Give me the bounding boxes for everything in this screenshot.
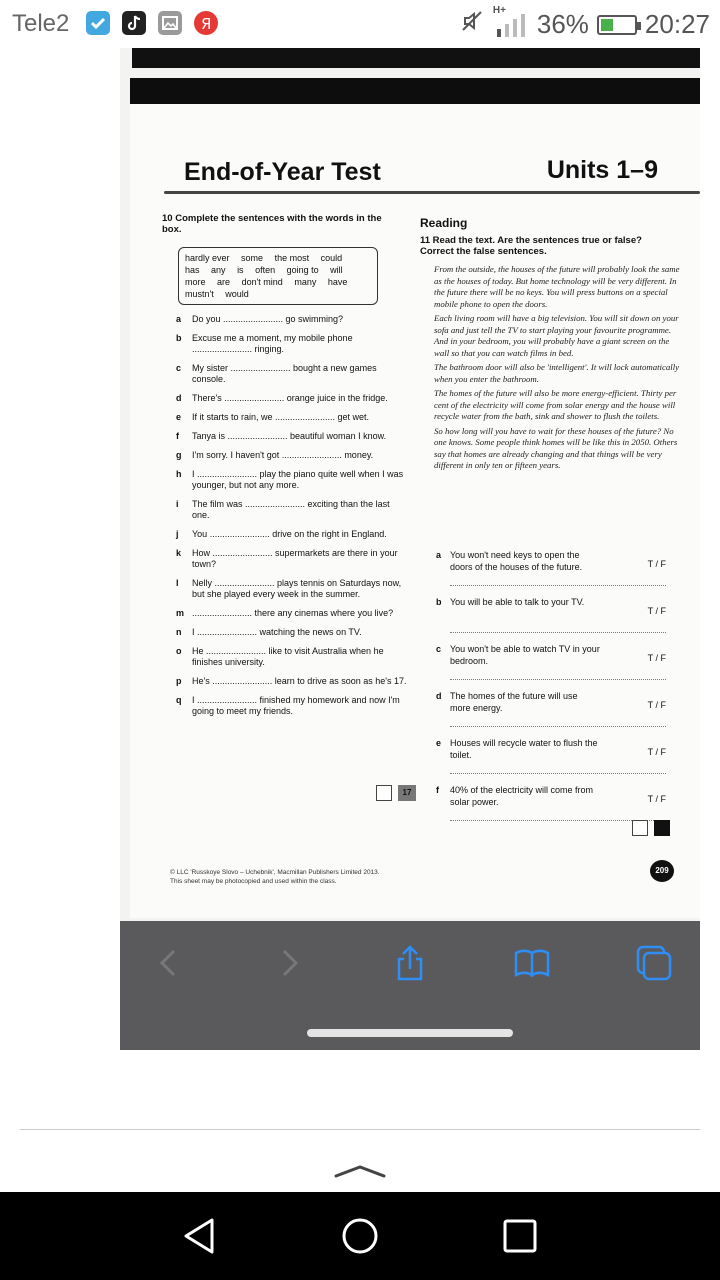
exercise-item xyxy=(176,529,408,540)
box-word: are xyxy=(217,277,231,287)
carrier-name: Tele2 xyxy=(12,10,70,37)
item-text: I ........................ finished my homework and now I'm going to meet my friends. xyxy=(192,695,400,716)
true-false-item xyxy=(436,690,666,737)
answer-line xyxy=(450,726,666,727)
statement-text: 40% of the electricity will come from solar power. xyxy=(450,785,594,807)
box-word: more xyxy=(185,277,206,287)
true-false-choice: T / F xyxy=(647,794,666,804)
box-word: mustn't xyxy=(185,289,214,299)
true-false-item xyxy=(436,643,666,690)
chevron-up-icon[interactable] xyxy=(332,1162,388,1180)
yandex-icon xyxy=(194,11,218,35)
box-word: don't mind xyxy=(241,277,283,287)
exercise-10-score xyxy=(376,785,416,801)
worksheet-page xyxy=(130,78,700,918)
battery-fill xyxy=(601,19,613,31)
item-letter: l xyxy=(176,578,179,588)
units-label: Units 1–9 xyxy=(546,156,658,184)
item-text: He's ........................ learn to drive as soon as he's 17. xyxy=(192,676,407,686)
forward-icon[interactable] xyxy=(268,943,308,983)
bookmarks-icon[interactable] xyxy=(512,943,552,983)
reading-paragraph: The homes of the future will also be more energy-efficient. Thirty per cent of the electricity will come from solar energy and the house will recycle water from the bath, sink and shower to flush the toilets. xyxy=(434,388,677,421)
network-type-label: H+ xyxy=(492,4,506,16)
true-false-choice: T / F xyxy=(647,700,666,710)
answer-line xyxy=(450,679,666,680)
item-letter: m xyxy=(176,608,185,618)
item-letter: b xyxy=(176,333,182,343)
box-word: some xyxy=(241,253,264,263)
battery-icon xyxy=(597,15,637,35)
item-text: I ........................ watching the news on TV. xyxy=(192,627,362,637)
statement-letter: e xyxy=(436,738,442,748)
item-letter: i xyxy=(176,499,179,509)
item-text: I ........................ play the piano quite well when I was younger, but not any more. xyxy=(192,469,404,490)
box-word: is xyxy=(237,265,244,275)
statement-letter: d xyxy=(436,691,442,701)
item-letter: d xyxy=(176,393,182,403)
item-text: How ........................ supermarkets are there in your town? xyxy=(192,548,398,569)
item-letter: o xyxy=(176,646,182,656)
exercise-10-instruction: 10 Complete the sentences with the words in the box. xyxy=(162,213,382,235)
item-text: He ........................ like to visit Australia when he finishes university. xyxy=(192,646,384,667)
item-letter: n xyxy=(176,627,182,637)
true-false-items xyxy=(436,549,666,831)
statement-letter: f xyxy=(436,785,439,795)
item-text: You ........................ drive on the right in England. xyxy=(192,529,387,539)
statement-text: The homes of the future will use more energy. xyxy=(450,691,578,713)
exercise-item xyxy=(176,412,408,423)
worksheet-photo xyxy=(120,48,700,1050)
statement-letter: c xyxy=(436,644,442,654)
tabs-icon[interactable] xyxy=(634,943,674,983)
reading-heading: Reading xyxy=(420,216,468,230)
browser-toolbar xyxy=(120,921,700,1050)
test-title: End-of-Year Test xyxy=(184,158,381,186)
copyright-line-2: This sheet may be photocopied and used within the class. xyxy=(170,878,337,885)
true-false-choice: T / F xyxy=(647,606,666,616)
box-word: any xyxy=(211,265,226,275)
exercise-item xyxy=(176,627,408,638)
statement-text: You will be able to talk to your TV. xyxy=(450,597,585,607)
box-word: could xyxy=(320,253,343,263)
item-letter: q xyxy=(176,695,182,705)
exercise-item xyxy=(176,431,408,442)
item-text: Tanya is ........................ beautiful woman I know. xyxy=(192,431,387,441)
item-letter: g xyxy=(176,450,182,460)
copyright-line-1: © LLC 'Russkoye Slovo – Uchebnik', Macmillan Publishers Limited 2013. xyxy=(170,869,380,876)
exercise-item xyxy=(176,469,408,491)
header-strip xyxy=(130,78,700,104)
box-word: the most xyxy=(274,253,310,263)
navigation-bar xyxy=(0,1192,720,1280)
box-word: hardly ever xyxy=(185,253,230,263)
svg-text:Я: Я xyxy=(201,15,212,33)
exercise-11-instruction: 11 Read the text. Are the sentences true or false? Correct the false sentences. xyxy=(420,235,642,257)
exercise-item xyxy=(176,314,408,325)
item-letter: p xyxy=(176,676,182,686)
score-box xyxy=(376,785,392,801)
statement-letter: b xyxy=(436,597,442,607)
score-box xyxy=(632,820,648,836)
box-word: will xyxy=(330,265,343,275)
exercise-item xyxy=(176,608,408,619)
black-strip xyxy=(132,48,700,68)
item-letter: a xyxy=(176,314,182,324)
box-word: have xyxy=(327,277,348,287)
exercise-item xyxy=(176,333,408,355)
score-total: 17 xyxy=(398,785,416,801)
status-right xyxy=(459,4,710,41)
reading-paragraph: From the outside, the houses of the future will probably look the same as the houses of today. But home technology will be very different. In the future there will be no keys. You will press buttons on a special mobile phone to open the doors. xyxy=(434,264,680,309)
item-text: Do you ........................ go swimming? xyxy=(192,314,344,324)
true-false-item xyxy=(436,549,666,596)
box-word: many xyxy=(294,277,317,287)
box-word: would xyxy=(225,289,249,299)
score-total-box xyxy=(654,820,670,836)
item-letter: j xyxy=(176,529,179,539)
statement-letter: a xyxy=(436,550,442,560)
item-text: There's ........................ orange juice in the fridge. xyxy=(192,393,388,403)
true-false-item xyxy=(436,596,666,643)
true-false-choice: T / F xyxy=(647,559,666,569)
status-bar xyxy=(0,0,720,48)
answer-line xyxy=(450,632,666,633)
item-letter: k xyxy=(176,548,182,558)
recents-square-icon[interactable] xyxy=(496,1212,544,1260)
item-letter: h xyxy=(176,469,182,479)
true-false-item xyxy=(436,737,666,784)
box-word: has xyxy=(185,265,200,275)
back-icon[interactable] xyxy=(150,943,190,983)
statement-text: You won't be able to watch TV in your bedroom. xyxy=(450,644,600,666)
mute-icon xyxy=(459,8,485,41)
item-letter: e xyxy=(176,412,182,422)
item-text: If it starts to rain, we ........................ get wet. xyxy=(192,412,370,422)
exercise-item xyxy=(176,363,408,385)
back-triangle-icon[interactable] xyxy=(176,1212,224,1260)
statement-text: You won't need keys to open the doors of the houses of the future. xyxy=(450,550,583,572)
statement-text: Houses will recycle water to flush the toilet. xyxy=(450,738,598,760)
reading-text xyxy=(434,264,682,475)
exercise-item xyxy=(176,676,408,687)
home-circle-icon[interactable] xyxy=(336,1212,384,1260)
exercise-11-score xyxy=(632,820,670,836)
item-text: I'm sorry. I haven't got ........................ money. xyxy=(192,450,374,460)
exercise-item xyxy=(176,646,408,668)
exercise-item xyxy=(176,393,408,404)
exercise-item xyxy=(176,578,408,600)
battery-percent: 36% xyxy=(536,9,589,39)
item-text: My sister ........................ bought a new games console. xyxy=(192,363,377,384)
exercise-item xyxy=(176,499,408,521)
item-letter: f xyxy=(176,431,179,441)
reading-paragraph: Each living room will have a big television. You will sit down on your sofa and just tell the TV to start playing your favourite programme. And in your bedroom, you will probably have a giant screen on the wall so that you can watch films in bed. xyxy=(434,313,679,358)
clock: 20:27 xyxy=(644,9,710,39)
share-icon[interactable] xyxy=(390,943,430,983)
true-false-choice: T / F xyxy=(647,747,666,757)
word-box xyxy=(178,247,378,305)
true-false-choice: T / F xyxy=(647,653,666,663)
answer-line xyxy=(450,773,666,774)
tiktok-icon xyxy=(122,11,146,35)
reading-paragraph: So how long will you have to wait for these houses of the future? No one knows. Some people think homes will be like this in 2050. Others say that homes are already changing and that things will be very different in only ten or fifteen years. xyxy=(434,425,678,470)
answer-line xyxy=(450,585,666,586)
exercise-item xyxy=(176,450,408,461)
item-text: ........................ there any cinemas where you live? xyxy=(192,608,394,618)
exercise-10-items xyxy=(176,314,408,725)
item-text: Nelly ........................ plays tennis on Saturdays now, but she played every week in the summer. xyxy=(192,578,402,599)
item-letter: c xyxy=(176,363,182,373)
item-text: The film was ........................ exciting than the last one. xyxy=(192,499,390,520)
reading-paragraph: The bathroom door will also be 'intelligent'. It will lock automatically when you enter the bathroom. xyxy=(434,362,680,384)
title-divider xyxy=(164,191,700,194)
copyright-notice xyxy=(170,868,470,886)
checkmark-app-icon xyxy=(86,11,110,35)
item-text: Excuse me a moment, my mobile phone ........................ ringing. xyxy=(192,333,353,354)
signal-icon xyxy=(492,4,529,39)
exercise-item xyxy=(176,548,408,570)
home-indicator[interactable] xyxy=(307,1029,513,1037)
box-word: often xyxy=(255,265,276,275)
exercise-item xyxy=(176,695,408,717)
box-word: going to xyxy=(286,265,319,275)
divider xyxy=(20,1129,700,1130)
page-number: 209 xyxy=(650,860,674,882)
gallery-icon xyxy=(158,11,182,35)
